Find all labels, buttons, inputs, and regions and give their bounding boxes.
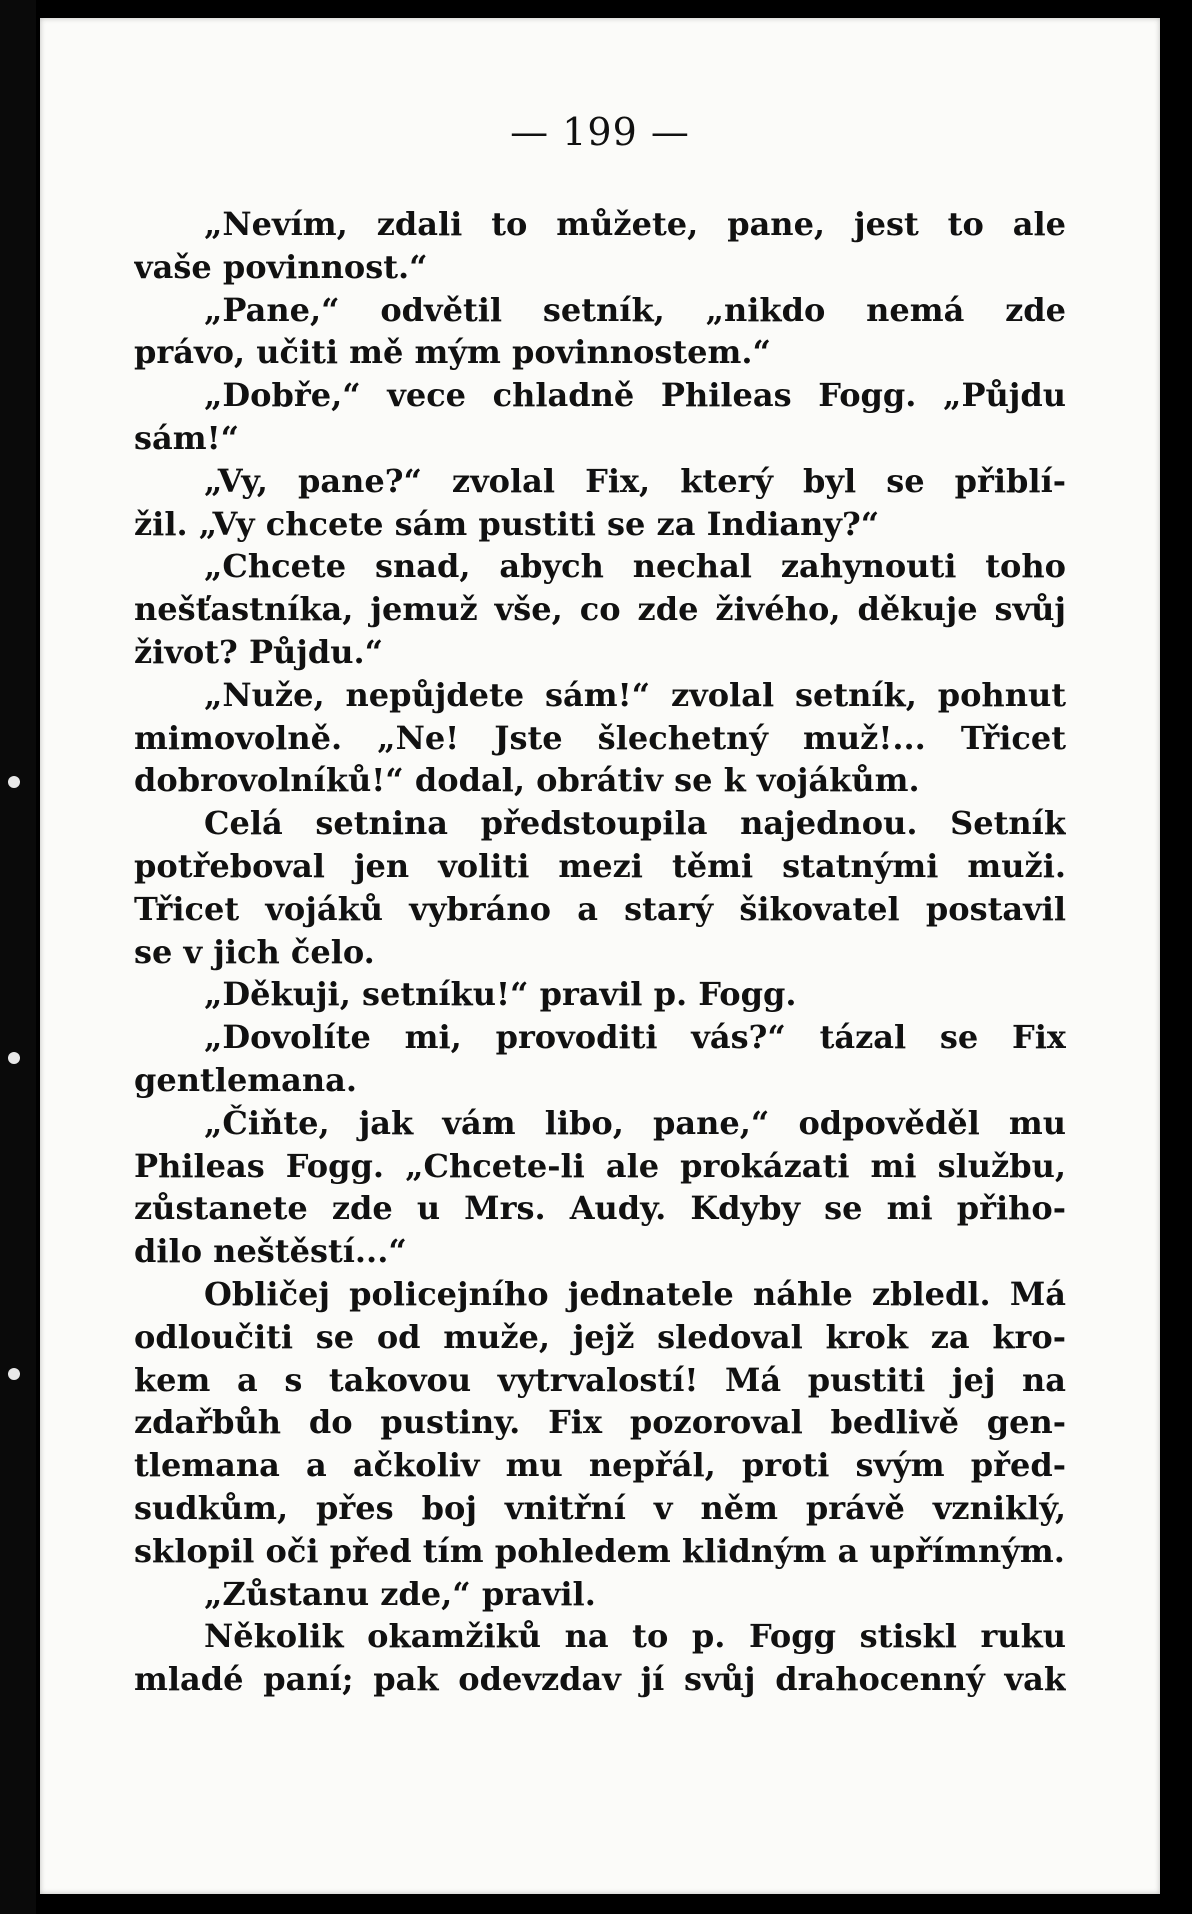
text-line: „Zůstanu zde,“ pravil. bbox=[204, 1574, 596, 1613]
binding-mark bbox=[8, 1052, 20, 1064]
text-line: „Nuže, nepůjdete sám!“ zvolal setník, pohnut bbox=[204, 675, 1066, 714]
text-line: mladé paní; pak odevzdav jí svůj drahocenný vak bbox=[134, 1660, 1066, 1699]
text-line: Phileas Fogg. „Chcete-li ale prokázati mi službu, bbox=[134, 1146, 1066, 1185]
text-line: „Chcete snad, abych nechal zahynouti toho bbox=[204, 547, 1066, 586]
text-line: „Nevím, zdali to můžete, pane, jest to ale bbox=[204, 205, 1066, 243]
text-line: život? Půjdu.“ bbox=[134, 632, 384, 671]
text-line: Celá setnina předstoupila najednou. Setník bbox=[204, 804, 1066, 843]
text-line: zdařbůh do pustiny. Fix pozoroval bedlivě gen- bbox=[134, 1403, 1066, 1442]
text-line: právo, učiti mě mým povinnostem.“ bbox=[134, 333, 771, 372]
scan-left-margin bbox=[0, 0, 36, 1914]
page-number: — 199 — bbox=[510, 110, 690, 154]
text-line: mimovolně. „Ne! Jste šlechetný muž!... Třicet bbox=[134, 718, 1066, 757]
text-line: „Dovolíte mi, provoditi vás?“ tázal se Fix bbox=[204, 1018, 1066, 1057]
body-text bbox=[134, 203, 1066, 1701]
text-line: „Vy, pane?“ zvolal Fix, který byl se přiblí- bbox=[204, 461, 1066, 500]
text-line: tlemana a ačkoliv mu nepřál, proti svým před- bbox=[134, 1446, 1066, 1485]
text-line: Třicet vojáků vybráno a starý šikovatel postavil bbox=[134, 889, 1066, 928]
binding-mark bbox=[8, 776, 20, 788]
text-line: odloučiti se od muže, jejž sledoval krok za kro- bbox=[134, 1317, 1066, 1356]
text-line: Několik okamžiků na to p. Fogg stiskl ruku bbox=[204, 1617, 1066, 1656]
text-line: Obličej policejního jednatele náhle zbledl. Má bbox=[204, 1274, 1066, 1313]
text-line: potřeboval jen voliti mezi těmi statnými muži. bbox=[134, 846, 1066, 885]
text-line: „Čiňte, jak vám libo, pane,“ odpověděl mu bbox=[204, 1103, 1066, 1142]
text-line: sudkům, přes boj vnitřní v něm právě vzniklý, bbox=[134, 1488, 1066, 1527]
binding-mark bbox=[8, 1368, 20, 1380]
text-line: žil. „Vy chcete sám pustiti se za Indiany?“ bbox=[134, 504, 880, 543]
text-line: kem a s takovou vytrvalostí! Má pustiti jej na bbox=[134, 1360, 1066, 1399]
book-page bbox=[40, 18, 1160, 1894]
text-line: dilo neštěstí...“ bbox=[134, 1232, 407, 1271]
text-line: gentlemana. bbox=[134, 1060, 358, 1099]
text-line: „Děkuji, setníku!“ pravil p. Fogg. bbox=[204, 975, 797, 1014]
text-line: zůstanete zde u Mrs. Audy. Kdyby se mi přiho- bbox=[134, 1189, 1066, 1228]
text-line: se v jich čelo. bbox=[134, 932, 375, 971]
text-line: vaše povinnost.“ bbox=[134, 247, 428, 286]
text-line: sklopil oči před tím pohledem klidným a upřímným. bbox=[134, 1531, 1065, 1570]
text-line: „Pane,“ odvětil setník, „nikdo nemá zde bbox=[204, 290, 1066, 329]
text-line: „Dobře,“ vece chladně Phileas Fogg. „Půjdu bbox=[204, 376, 1066, 415]
text-line: sám!“ bbox=[134, 418, 240, 457]
text-line: dobrovolníků!“ dodal, obrátiv se k vojákům. bbox=[134, 761, 920, 800]
text-line: nešťastníka, jemuž vše, co zde živého, děkuje svůj bbox=[134, 590, 1066, 629]
